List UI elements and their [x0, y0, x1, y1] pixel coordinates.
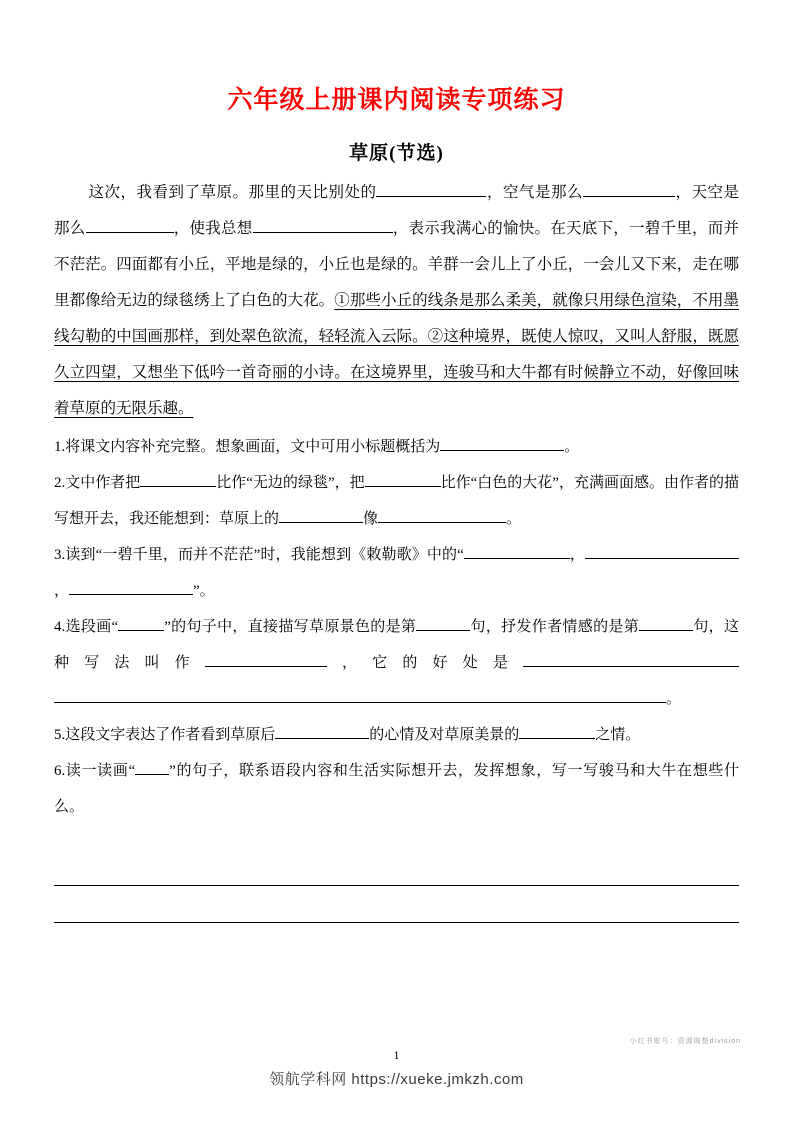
question-4-text-a: 4.选段画“ — [54, 619, 119, 635]
question-4-text-b: ”的句子中，直接描写草原景色的是第 — [164, 619, 417, 635]
question-6-text-a: 6.读一读画“ — [54, 763, 136, 779]
question-4 — [48, 609, 745, 717]
question-1-text-b: 。 — [564, 439, 580, 455]
question-3-text-b: ， — [569, 547, 585, 563]
question-2-text-c: 比作“白色的大花”，充满画面感。由作者的描写想开去，我还能想到：草原上的 — [54, 475, 739, 527]
q2-blank-4[interactable] — [378, 505, 506, 523]
fill-blank-3[interactable] — [86, 215, 174, 233]
footer-site: 领航学科网 https://xueke.jmkzh.com — [269, 1071, 524, 1088]
q3-blank-1[interactable] — [464, 541, 570, 559]
q4-blank-5[interactable] — [54, 685, 666, 703]
q5-blank-1[interactable] — [275, 721, 369, 739]
question-5-text-c: 之情。 — [595, 727, 641, 743]
question-4-text-c: 句，抒发作者情感的是第 — [470, 619, 640, 635]
passage-seg3: ，天空是那么 — [54, 184, 739, 237]
question-2-text-b: 比作“无边的绿毯”，把 — [216, 475, 365, 491]
passage-underlined-2: 在这境界里，连骏马和大牛都有时候静立不动，好像回味着草原的无限乐趣。 — [54, 364, 739, 417]
question-2 — [48, 465, 745, 537]
passage-underlined-1: ①那些小丘的线条是那么柔美，就像只用绿色渲染，不用墨线勾勒的中国画那样，到处翠色欲流，轻轻流入云际。②这种境界，既使人惊叹，又叫人舒服，既愿久立四望，又想坐下低吟一首奇丽的小诗。 — [54, 292, 739, 381]
passage-body — [48, 175, 745, 427]
q1-blank-1[interactable] — [440, 433, 564, 451]
question-5-text-b: 的心情及对草原美景的 — [369, 727, 520, 743]
q4-blank-4[interactable] — [523, 649, 739, 667]
q3-blank-3[interactable] — [631, 541, 739, 559]
question-3-text-d: ”。 — [193, 583, 215, 599]
question-5 — [48, 717, 745, 753]
question-6-text-b: ”的句子，联系语段内容和生活实际想开去，发挥想象，写一写骏马和大牛在想些什么。 — [54, 763, 739, 815]
answer-area[interactable] — [48, 849, 745, 923]
fill-blank-4[interactable] — [253, 215, 393, 233]
question-6 — [48, 753, 745, 825]
question-3 — [48, 537, 745, 609]
question-2-text-e: 。 — [506, 511, 522, 527]
question-4-text-f: 。 — [666, 691, 682, 707]
question-1-text-a: 1.将课文内容补充完整。想象画面，文中可用小标题概括为 — [54, 439, 441, 455]
q3-blank-2[interactable] — [585, 541, 631, 559]
q2-blank-1[interactable] — [140, 469, 216, 487]
q5-blank-2[interactable] — [519, 721, 595, 739]
question-3-text-a: 3.读到“一碧千里，而并不茫茫”时，我能想到《敕勒歌》中的“ — [54, 547, 464, 563]
passage-seg5: ，表示我满心的愉快。在天底下，一碧千里，而并不茫茫。四面都有小丘，平地是绿的，小丘也是绿的。羊群一会儿上了小丘，一会儿又下来，走在哪里都像给无边的绿毯绣上了白色的大花。 — [54, 220, 739, 309]
passage-title: 草原(节选) — [349, 143, 444, 164]
question-2-text-a: 2.文中作者把 — [54, 475, 141, 491]
question-1 — [48, 429, 745, 465]
q4-blank-1[interactable] — [416, 613, 470, 631]
question-3-text-c: ， — [54, 583, 70, 599]
page-title: 六年级上册课内阅读专项练习 — [227, 86, 566, 114]
question-list — [48, 429, 745, 825]
page-number: 1 — [393, 1048, 400, 1062]
q3-blank-4[interactable] — [69, 577, 193, 595]
question-2-text-d: 像 — [363, 511, 379, 527]
q4-blank-2[interactable] — [639, 613, 693, 631]
fill-blank-2[interactable] — [583, 179, 675, 197]
question-4-text-e: ，它的好处是 — [326, 655, 523, 671]
answer-line-1[interactable] — [54, 849, 739, 886]
q2-blank-2[interactable] — [365, 469, 441, 487]
q2-blank-3[interactable] — [279, 505, 363, 523]
question-4-text-d: 句，这种写法叫作 — [54, 619, 739, 671]
passage-seg2: ，空气是那么 — [486, 184, 583, 201]
q4-mark-1 — [118, 613, 164, 631]
q4-blank-3[interactable] — [205, 649, 327, 667]
q6-mark-1 — [135, 757, 169, 775]
passage-seg1: 这次，我看到了草原。那里的天比别处的 — [88, 184, 377, 201]
watermark: 小红书账号：资源阁整division — [629, 1038, 741, 1045]
answer-line-2[interactable] — [54, 886, 739, 923]
fill-blank-1[interactable] — [376, 179, 486, 197]
passage-seg4: ，使我总想 — [173, 220, 253, 237]
question-5-text-a: 5.这段文字表达了作者看到草原后 — [54, 727, 276, 743]
